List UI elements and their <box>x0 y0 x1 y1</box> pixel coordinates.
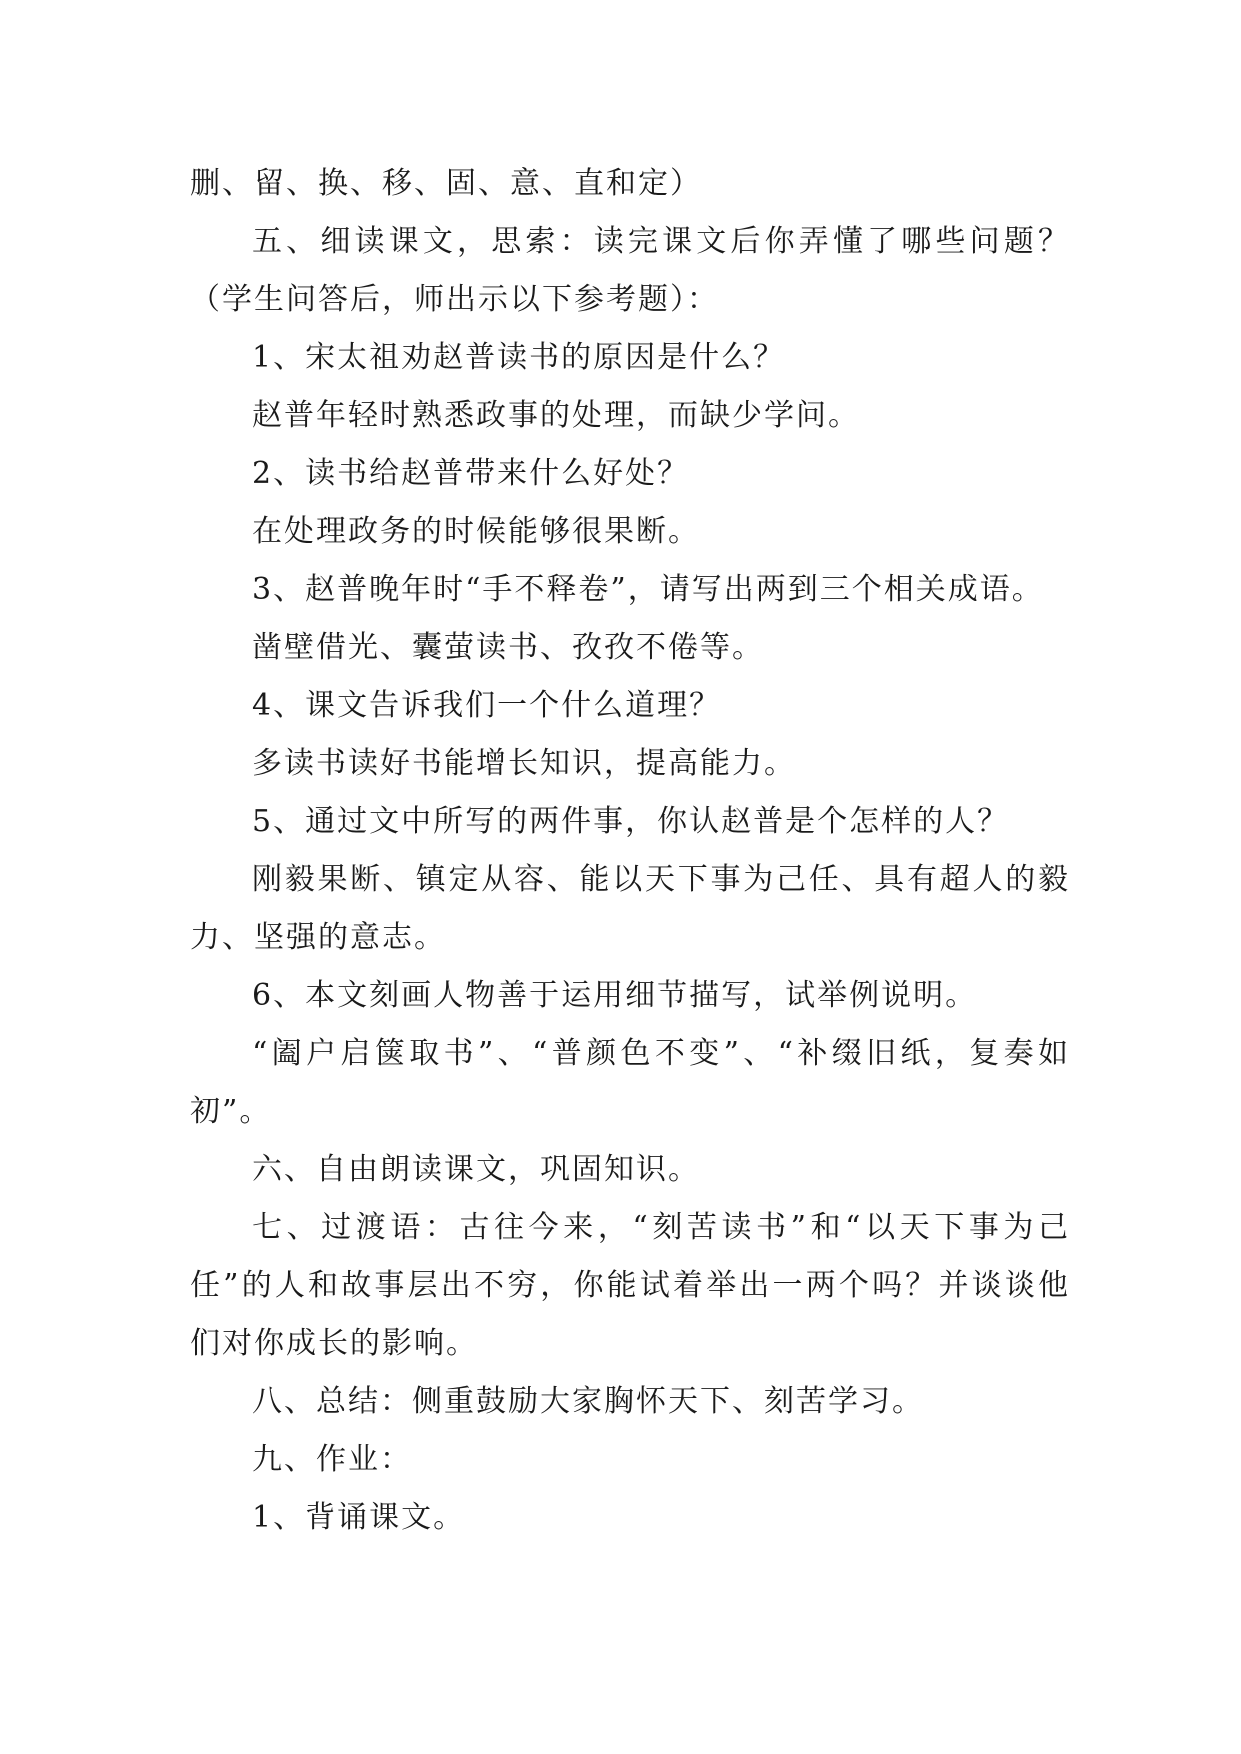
section-heading: 七、过渡语：古往今来，“刻苦读书”和“以天下事为己任”的人和故事层出不穷，你能试着举出一两个吗？并谈谈他们对你成长的影响。 <box>190 1210 1070 1361</box>
answer: 刚毅果断、镇定从容、能以天下事为己任、具有超人的毅力、坚强的意志。 <box>190 862 1070 955</box>
answer: 赵普年轻时熟悉政事的处理，而缺少学问。 <box>252 398 860 433</box>
answer: 多读书读好书能增长知识，提高能力。 <box>252 746 796 781</box>
question: 3、赵普晚年时“手不释卷”，请写出两到三个相关成语。 <box>252 572 1044 607</box>
section-heading: 六、自由朗读课文，巩固知识。 <box>252 1152 700 1187</box>
question: 6、本文刻画人物善于运用细节描写，试举例说明。 <box>252 978 978 1013</box>
document-body <box>190 155 1070 1547</box>
paragraph: 删、留、换、移、固、意、直和定） <box>190 166 702 201</box>
answer: 凿壁借光、囊萤读书、孜孜不倦等。 <box>252 630 764 665</box>
question: 5、通过文中所写的两件事，你认赵普是个怎样的人？ <box>252 804 1010 839</box>
question: 2、读书给赵普带来什么好处？ <box>252 456 690 491</box>
answer: 在处理政务的时候能够很果断。 <box>252 514 700 549</box>
section-heading: 九、作业： <box>252 1442 412 1477</box>
question: 4、课文告诉我们一个什么道理？ <box>252 688 722 723</box>
question: 1、宋太祖劝赵普读书的原因是什么？ <box>252 340 786 375</box>
section-heading: 八、总结：侧重鼓励大家胸怀天下、刻苦学习。 <box>252 1384 924 1419</box>
answer: “阖户启箧取书”、“普颜色不变”、“补缀旧纸，复奏如初”。 <box>190 1036 1070 1129</box>
paragraph: 五、细读课文，思索：读完课文后你弄懂了哪些问题？（学生问答后，师出示以下参考题）： <box>190 224 1070 317</box>
homework-item: 1、背诵课文。 <box>252 1500 466 1535</box>
